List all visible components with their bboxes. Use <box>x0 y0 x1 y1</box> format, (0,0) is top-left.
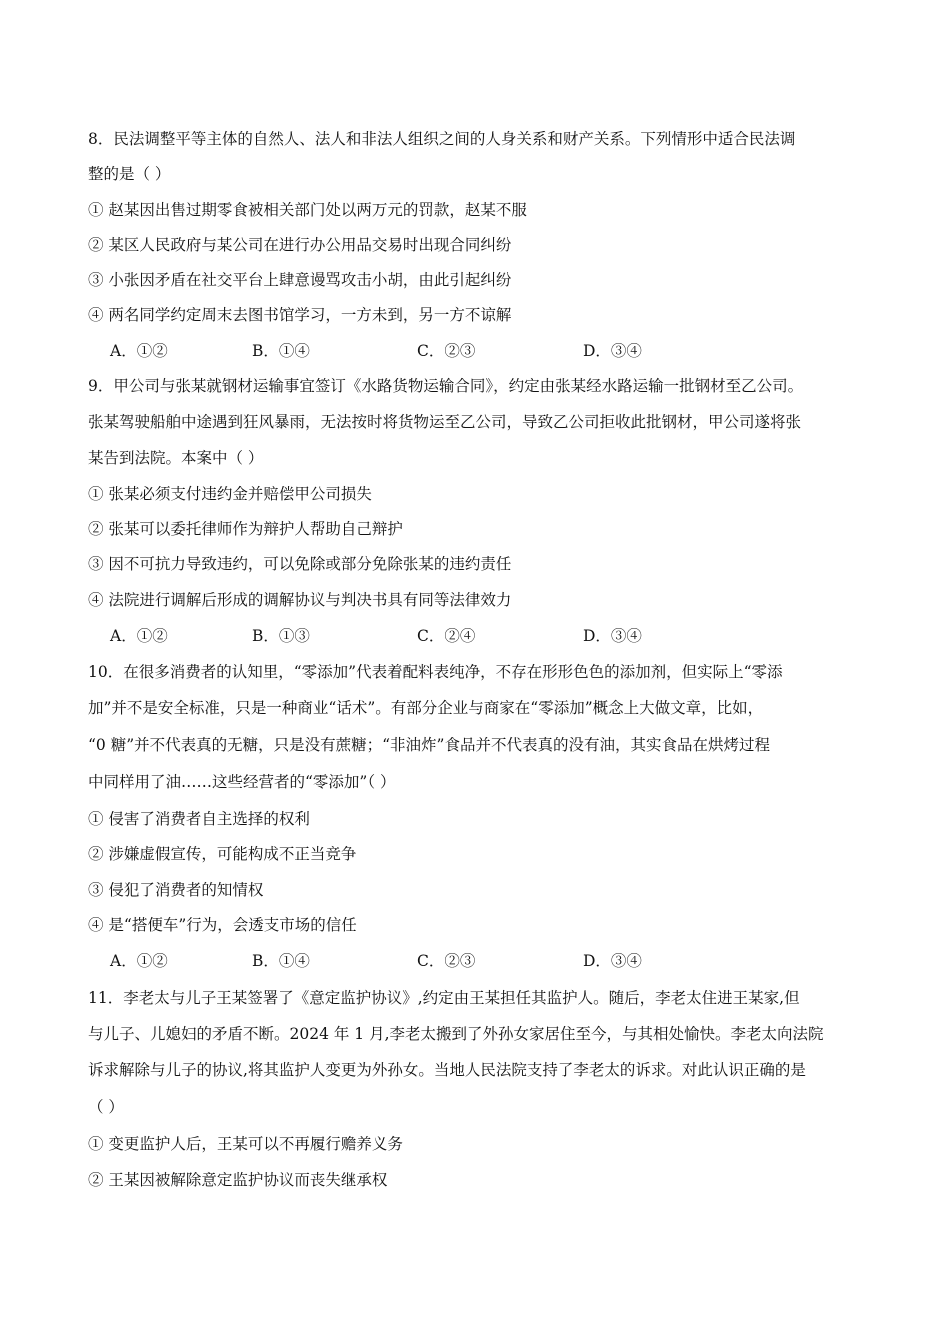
q9-item-4: ④ 法院进行调解后形成的调解协议与判决书具有同等法律效力 <box>88 591 512 609</box>
q9-option-c[interactable]: C．②④ <box>417 627 476 645</box>
q10-option-b[interactable]: B．①④ <box>252 952 310 970</box>
q10-option-c[interactable]: C．②③ <box>417 952 476 970</box>
q11-stem-line-2: 与儿子、儿媳妇的矛盾不断。2024 年 1 月,李老太搬到了外孙女家居住至今，与其相处愉快。李老太向法院 <box>88 1025 824 1043</box>
q8-stem-line-1: 8．民法调整平等主体的自然人、法人和非法人组织之间的人身关系和财产关系。下列情形中适合民法调 <box>88 130 796 148</box>
q8-item-3: ③ 小张因矛盾在社交平台上肆意谩骂攻击小胡，由此引起纠纷 <box>88 271 512 289</box>
q10-stem-line-2: 加”并不是安全标准，只是一种商业“话术”。有部分企业与商家在“零添加”概念上大做文章，比如， <box>88 699 764 717</box>
q11-stem-line-4: （ ） <box>88 1098 124 1116</box>
q10-stem-line-1: 10．在很多消费者的认知里，“零添加”代表着配料表纯净，不存在形形色色的添加剂，但实际上“零添 <box>88 663 783 681</box>
q8-item-2: ② 某区人民政府与某公司在进行办公用品交易时出现合同纠纷 <box>88 236 512 254</box>
q8-option-c[interactable]: C．②③ <box>417 342 476 360</box>
q8-item-4: ④ 两名同学约定周末去图书馆学习，一方未到，另一方不谅解 <box>88 306 512 324</box>
q8-stem-line-2: 整的是（ ） <box>88 165 171 183</box>
q10-stem-line-4: 中同样用了油……这些经营者的“零添加”（ ） <box>88 773 396 791</box>
q9-item-1: ① 张某必须支付违约金并赔偿甲公司损失 <box>88 485 372 503</box>
q10-item-1: ① 侵害了消费者自主选择的权利 <box>88 810 310 828</box>
q9-stem-line-1: 9．甲公司与张某就钢材运输事宜签订《水路货物运输合同》，约定由张某经水路运输一批钢材至乙公司。 <box>88 377 804 395</box>
q10-stem-line-3: “0 糖”并不代表真的无糖，只是没有蔗糖；“非油炸”食品并不代表真的没有油，其实食品在烘烤过程 <box>88 736 770 754</box>
q9-stem-line-2: 张某驾驶船舶中途遇到狂风暴雨，无法按时将货物运至乙公司，导致乙公司拒收此批钢材，甲公司遂将张 <box>88 413 802 431</box>
q11-stem-line-1: 11．李老太与儿子王某签署了《意定监护协议》,约定由王某担任其监护人。随后，李老太住进王某家,但 <box>88 989 800 1007</box>
q8-option-b[interactable]: B．①④ <box>252 342 310 360</box>
q8-option-d[interactable]: D．③④ <box>583 342 642 360</box>
q9-option-d[interactable]: D．③④ <box>583 627 642 645</box>
q9-stem-line-3: 某告到法院。本案中（ ） <box>88 449 264 467</box>
q8-item-1: ① 赵某因出售过期零食被相关部门处以两万元的罚款，赵某不服 <box>88 201 527 219</box>
q9-option-b[interactable]: B．①③ <box>252 627 310 645</box>
q9-item-2: ② 张某可以委托律师作为辩护人帮助自己辩护 <box>88 520 403 538</box>
q11-stem-line-3: 诉求解除与儿子的协议,将其监护人变更为外孙女。当地人民法院支持了李老太的诉求。对此认识正确的是 <box>88 1061 806 1079</box>
q10-item-2: ② 涉嫌虚假宣传，可能构成不正当竞争 <box>88 845 357 863</box>
q9-item-3: ③ 因不可抗力导致违约，可以免除或部分免除张某的违约责任 <box>88 555 512 573</box>
q10-item-4: ④ 是“搭便车”行为，会透支市场的信任 <box>88 916 357 934</box>
q10-option-a[interactable]: A．①② <box>110 952 168 970</box>
q11-item-2: ② 王某因被解除意定监护协议而丧失继承权 <box>88 1171 388 1189</box>
q11-item-1: ① 变更监护人后，王某可以不再履行赡养义务 <box>88 1135 403 1153</box>
q10-option-d[interactable]: D．③④ <box>583 952 642 970</box>
q8-option-a[interactable]: A．①② <box>110 342 168 360</box>
q10-item-3: ③ 侵犯了消费者的知情权 <box>88 881 264 899</box>
q9-option-a[interactable]: A．①② <box>110 627 168 645</box>
